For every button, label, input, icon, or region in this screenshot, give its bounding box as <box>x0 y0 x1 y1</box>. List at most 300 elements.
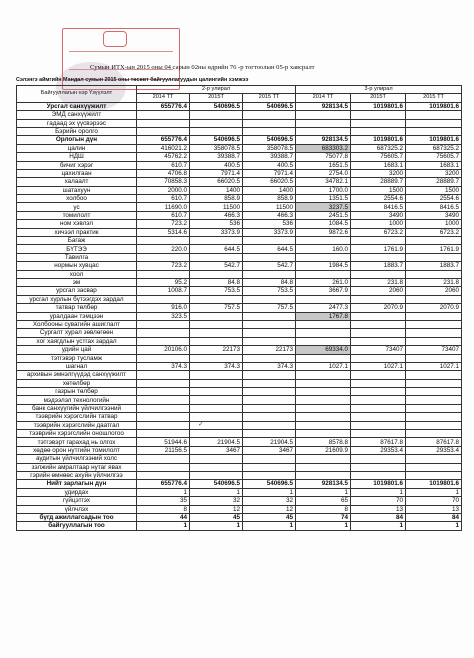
table-cell: 28889.7 <box>351 178 406 186</box>
table-cell <box>243 404 296 412</box>
document-heading: Сумын ИТХ-ын 2015 оны 04 сарын 02ны өдрийн 76 -р тогтоолын 05-р хавсралт <box>90 64 315 71</box>
table-row <box>17 304 462 312</box>
row-label: цалин <box>17 144 137 152</box>
table-cell: 3490 <box>406 211 462 219</box>
table-cell: 28889.7 <box>406 178 462 186</box>
table-cell <box>351 371 406 379</box>
table-cell <box>406 127 462 135</box>
table-cell: 66020.5 <box>243 178 296 186</box>
table-row <box>17 446 462 454</box>
table-cell <box>243 371 296 379</box>
table-cell: 1400 <box>243 186 296 194</box>
table-cell: 2554.6 <box>406 195 462 203</box>
table-row <box>17 505 462 513</box>
table-cell <box>351 312 406 320</box>
table-cell <box>137 404 190 412</box>
table-cell: 7971.4 <box>190 169 243 177</box>
table-cell <box>296 396 351 404</box>
row-label: бүгд ажиллагсадын тоо <box>17 513 137 521</box>
table-cell <box>243 312 296 320</box>
table-cell <box>296 404 351 412</box>
table-cell: 374.3 <box>243 362 296 370</box>
table-cell <box>243 320 296 328</box>
table-cell <box>406 270 462 278</box>
table-cell: 1027.1 <box>296 362 351 370</box>
table-cell: 3467 <box>190 446 243 454</box>
table-cell <box>296 455 351 463</box>
table-cell <box>296 127 351 135</box>
table-cell <box>406 421 462 429</box>
table-row <box>17 262 462 270</box>
table-cell: 73407 <box>406 346 462 354</box>
table-row <box>17 497 462 505</box>
table-cell <box>243 295 296 303</box>
row-label: томилолт <box>17 211 137 219</box>
table-cell: 1 <box>296 488 351 496</box>
table-cell <box>406 413 462 421</box>
table-cell <box>296 329 351 337</box>
row-label: халаалт <box>17 178 137 186</box>
table-cell <box>190 371 243 379</box>
table-cell: 540696.5 <box>190 480 243 488</box>
table-cell <box>351 421 406 429</box>
table-cell: 1883.7 <box>351 262 406 270</box>
table-cell <box>190 295 243 303</box>
row-label: эм <box>17 278 137 286</box>
row-label: архивын эмнэлгүүдэд санхүүжилт <box>17 371 137 379</box>
table-cell: 540696.5 <box>243 480 296 488</box>
table-row <box>17 354 462 362</box>
table-cell: 536 <box>243 220 296 228</box>
row-label: гэрийн өмнөөс ахуйн үйлчилгээ <box>17 471 137 479</box>
table-cell <box>406 371 462 379</box>
table-row <box>17 295 462 303</box>
table-cell: 916.0 <box>137 304 190 312</box>
table-cell <box>190 270 243 278</box>
table-cell <box>406 295 462 303</box>
row-label: Сургалт хурал зөвлөгөөн <box>17 329 137 337</box>
row-label: тэтгэвэр тусламж <box>17 354 137 362</box>
table-cell: 84 <box>406 513 462 521</box>
row-label: татвар төлбөр <box>17 304 137 312</box>
table-cell <box>351 295 406 303</box>
table-row <box>17 178 462 186</box>
table-cell <box>137 295 190 303</box>
table-cell <box>351 354 406 362</box>
table-cell <box>406 430 462 438</box>
table-cell: 753.5 <box>243 287 296 295</box>
table-row <box>17 430 462 438</box>
table-row <box>17 312 462 320</box>
table-cell <box>243 119 296 127</box>
table-cell: 70 <box>406 497 462 505</box>
table-cell: 6723.2 <box>351 228 406 236</box>
table-cell <box>243 253 296 261</box>
table-cell <box>351 396 406 404</box>
table-cell: 1 <box>190 488 243 496</box>
table-cell: 22173 <box>190 346 243 354</box>
table-cell: 1000 <box>351 220 406 228</box>
table-cell <box>351 463 406 471</box>
table-row <box>17 480 462 488</box>
table-cell: 12 <box>243 505 296 513</box>
table-cell <box>137 329 190 337</box>
table-cell: 374.3 <box>190 362 243 370</box>
table-cell: 610.7 <box>137 161 190 169</box>
table-cell: 160.0 <box>296 245 351 253</box>
row-label: үйлчлэх <box>17 505 137 513</box>
table-cell: 687325.2 <box>406 144 462 152</box>
table-cell <box>351 253 406 261</box>
table-row <box>17 153 462 161</box>
table-cell: 542.7 <box>243 262 296 270</box>
table-row <box>17 371 462 379</box>
table-cell <box>406 354 462 362</box>
table-cell <box>190 455 243 463</box>
table-cell <box>137 471 190 479</box>
table-cell: 3667.9 <box>296 287 351 295</box>
table-cell: 400.5 <box>243 161 296 169</box>
row-label: гүйцэтгэх <box>17 497 137 505</box>
row-label: ном хэвлэл <box>17 220 137 228</box>
table-cell <box>351 111 406 119</box>
stamp-line <box>69 51 173 52</box>
table-row <box>17 186 462 194</box>
row-label: хөтөлбөр <box>17 379 137 387</box>
table-cell: 1019801.6 <box>406 136 462 144</box>
table-row <box>17 463 462 471</box>
table-cell: 35 <box>137 497 190 505</box>
table-cell: 610.7 <box>137 211 190 219</box>
table-cell: 11690.0 <box>137 203 190 211</box>
table-cell <box>351 471 406 479</box>
table-cell: 644.5 <box>243 245 296 253</box>
table-cell: 323.5 <box>137 312 190 320</box>
table-cell: 220.0 <box>137 245 190 253</box>
table-cell: 655776.4 <box>137 102 190 110</box>
row-label: тээврийн хэрэгслийн оношлогоо <box>17 430 137 438</box>
table-cell <box>190 471 243 479</box>
table-cell: 29353.4 <box>406 446 462 454</box>
table-cell <box>243 329 296 337</box>
table-cell <box>137 337 190 345</box>
table-cell: 22173 <box>243 346 296 354</box>
table-cell: 3237.5 <box>296 203 351 211</box>
table-cell: 29353.4 <box>351 446 406 454</box>
table-cell: 757.5 <box>190 304 243 312</box>
table-cell <box>190 320 243 328</box>
row-label: нормын хувцас <box>17 262 137 270</box>
table-cell: 540696.5 <box>243 136 296 144</box>
subcol-header: 2014 ТТ <box>137 94 190 102</box>
table-cell <box>190 337 243 345</box>
table-cell <box>406 396 462 404</box>
table-cell: 358078.5 <box>243 144 296 152</box>
row-label: Тавилга <box>17 253 137 261</box>
table-cell: 1883.7 <box>406 262 462 270</box>
table-cell: 1 <box>406 488 462 496</box>
table-cell <box>137 354 190 362</box>
table-cell <box>406 312 462 320</box>
table-row <box>17 346 462 354</box>
table-cell <box>190 111 243 119</box>
table-cell <box>351 430 406 438</box>
table-cell: 1084.5 <box>296 220 351 228</box>
table-cell: 8578.8 <box>296 438 351 446</box>
table-cell: 1019801.6 <box>406 480 462 488</box>
table-cell: 1500 <box>406 186 462 194</box>
table-cell: 644.5 <box>190 245 243 253</box>
table-cell: 1767.8 <box>296 312 351 320</box>
table-cell <box>137 430 190 438</box>
row-label: тээврийн хэрэгслийн даатгал <box>17 421 137 429</box>
table-cell <box>406 471 462 479</box>
table-cell <box>137 396 190 404</box>
table-cell <box>351 119 406 127</box>
row-label: тэтгэвэрт гарахад нь олгох <box>17 438 137 446</box>
table-cell <box>351 404 406 412</box>
budget-table <box>16 85 462 531</box>
table-cell <box>243 354 296 362</box>
table-row <box>17 421 462 429</box>
table-cell: 1 <box>243 522 296 530</box>
table-cell <box>190 237 243 245</box>
table-cell <box>190 119 243 127</box>
table-cell: 723.2 <box>137 262 190 270</box>
table-cell: 21904.5 <box>190 438 243 446</box>
table-cell <box>243 379 296 387</box>
table-cell <box>137 413 190 421</box>
table-row <box>17 228 462 236</box>
table-cell: 45 <box>243 513 296 521</box>
row-label: ЭМД санхүүжилт <box>17 111 137 119</box>
row-label: уралдаан тэмцээн <box>17 312 137 320</box>
table-cell: 39388.7 <box>190 153 243 161</box>
table-cell <box>296 354 351 362</box>
table-cell <box>243 471 296 479</box>
table-cell <box>296 421 351 429</box>
table-row <box>17 396 462 404</box>
table-cell: 65 <box>296 497 351 505</box>
table-cell: 87617.8 <box>351 438 406 446</box>
table-cell: 6723.2 <box>406 228 462 236</box>
table-cell: 416021.2 <box>137 144 190 152</box>
table-cell <box>296 270 351 278</box>
table-cell <box>351 337 406 345</box>
table-cell <box>137 111 190 119</box>
table-cell: 8416.5 <box>351 203 406 211</box>
table-row <box>17 455 462 463</box>
table-cell: 687325.2 <box>351 144 406 152</box>
table-cell: 2554.6 <box>351 195 406 203</box>
table-cell <box>137 463 190 471</box>
table-cell: 231.8 <box>351 278 406 286</box>
table-cell <box>190 312 243 320</box>
table-cell <box>296 295 351 303</box>
table-cell: 45 <box>190 513 243 521</box>
table-cell <box>406 119 462 127</box>
table-cell: 21904.5 <box>243 438 296 446</box>
table-row <box>17 388 462 396</box>
table-cell: 1019801.6 <box>351 480 406 488</box>
table-cell: 1019801.6 <box>406 102 462 110</box>
table-cell: 2754.0 <box>296 169 351 177</box>
table-cell: 3467 <box>243 446 296 454</box>
table-cell <box>190 253 243 261</box>
table-cell: 400.5 <box>190 161 243 169</box>
table-cell: 8 <box>137 505 190 513</box>
table-cell: 34782.1 <box>296 178 351 186</box>
table-cell: 3490 <box>351 211 406 219</box>
row-label: газрын төлбөр <box>17 388 137 396</box>
table-cell: 8416.5 <box>406 203 462 211</box>
table-row <box>17 136 462 144</box>
document-subheading: Сэлэнгэ аймгийн Мандал сумын 2015 оны төсөвт байгууллагуудын цалингийн хэмжээ <box>16 77 249 83</box>
table-cell: 753.5 <box>190 287 243 295</box>
row-label: Холбооны сувагийн ашиглалт <box>17 320 137 328</box>
table-cell: 1019801.6 <box>351 102 406 110</box>
table-cell: 1000 <box>406 220 462 228</box>
row-label: удирдах <box>17 488 137 496</box>
table-cell <box>296 237 351 245</box>
table-cell: 74 <box>296 513 351 521</box>
table-cell <box>406 320 462 328</box>
row-label: Орлогын дүн <box>17 136 137 144</box>
table-cell: 13 <box>406 505 462 513</box>
table-cell: 1683.1 <box>406 161 462 169</box>
table-cell <box>243 388 296 396</box>
table-cell: 466.3 <box>243 211 296 219</box>
table-cell: 1 <box>137 522 190 530</box>
table-cell: 1027.1 <box>406 362 462 370</box>
table-cell: 2060 <box>351 287 406 295</box>
table-cell: 84.8 <box>190 278 243 286</box>
table-cell: 51944.6 <box>137 438 190 446</box>
table-cell: 610.7 <box>137 195 190 203</box>
table-cell: 1500 <box>351 186 406 194</box>
table-cell <box>351 455 406 463</box>
row-label: удийн цай <box>17 346 137 354</box>
table-cell: 723.2 <box>137 220 190 228</box>
table-cell <box>243 127 296 135</box>
table-cell <box>296 413 351 421</box>
table-cell: 5314.6 <box>137 228 190 236</box>
table-cell: 12 <box>190 505 243 513</box>
table-cell <box>190 329 243 337</box>
table-cell: 536 <box>190 220 243 228</box>
table-cell <box>243 337 296 345</box>
table-cell: 1 <box>296 522 351 530</box>
table-cell: 70858.3 <box>137 178 190 186</box>
table-cell: 858.9 <box>243 195 296 203</box>
table-cell: 1651.5 <box>296 161 351 169</box>
table-cell <box>296 119 351 127</box>
table-cell <box>296 379 351 387</box>
table-cell: 1027.1 <box>351 362 406 370</box>
table-cell: 39388.7 <box>243 153 296 161</box>
table-cell <box>351 127 406 135</box>
table-cell: 69334.0 <box>296 346 351 354</box>
table-cell: 1 <box>190 522 243 530</box>
signature-mark: ✓ <box>198 421 204 428</box>
table-cell <box>137 421 190 429</box>
table-row <box>17 362 462 370</box>
table-cell: 1 <box>406 522 462 530</box>
table-row <box>17 102 462 110</box>
table-cell <box>351 320 406 328</box>
row-label: мэдээлэл технологийн <box>17 396 137 404</box>
subcol-header: 2015 ТТ <box>243 94 296 102</box>
table-row <box>17 488 462 496</box>
stamp-emblem <box>103 31 127 47</box>
table-cell <box>406 337 462 345</box>
table-cell <box>296 111 351 119</box>
table-cell: 7971.4 <box>243 169 296 177</box>
table-cell <box>296 253 351 261</box>
table-cell: 84.8 <box>243 278 296 286</box>
table-cell: 2451.5 <box>296 211 351 219</box>
table-cell <box>296 463 351 471</box>
row-label: урсгал засвар <box>17 287 137 295</box>
table-cell <box>243 463 296 471</box>
table-row <box>17 220 462 228</box>
table-cell <box>351 388 406 396</box>
table-cell: 21609.9 <box>296 446 351 454</box>
table-cell <box>406 329 462 337</box>
table-row <box>17 379 462 387</box>
table-cell: 757.5 <box>243 304 296 312</box>
table-cell: 1761.9 <box>406 245 462 253</box>
table-cell <box>351 329 406 337</box>
table-cell: 70 <box>351 497 406 505</box>
table-cell: 11500 <box>243 203 296 211</box>
table-cell: 32 <box>190 497 243 505</box>
table-cell: 231.8 <box>406 278 462 286</box>
table-cell <box>190 396 243 404</box>
table-cell: 540696.5 <box>190 136 243 144</box>
group-header-q2: 2-р улирал <box>137 86 296 94</box>
table-cell: 1984.5 <box>296 262 351 270</box>
table-row <box>17 320 462 328</box>
table-cell <box>243 413 296 421</box>
row-label: байгууллагын тоо <box>17 522 137 530</box>
table-cell: 44 <box>137 513 190 521</box>
row-label: шагнал <box>17 362 137 370</box>
table-cell <box>406 253 462 261</box>
row-label: хоол <box>17 270 137 278</box>
table-row <box>17 144 462 152</box>
table-row <box>17 245 462 253</box>
table-cell: 928134.5 <box>296 136 351 144</box>
row-label: тээврийн хэрэгслийн татвар <box>17 413 137 421</box>
table-cell: 1351.5 <box>296 195 351 203</box>
group-header-q3: 3-р улирал <box>296 86 462 94</box>
table-cell <box>137 253 190 261</box>
table-cell: 358078.5 <box>190 144 243 152</box>
table-cell: 3200 <box>406 169 462 177</box>
row-label: Нийт зарлагын дүн <box>17 480 137 488</box>
table-cell <box>243 430 296 438</box>
table-cell: 655776.4 <box>137 480 190 488</box>
table-row <box>17 438 462 446</box>
table-row <box>17 337 462 345</box>
subcol-header: 2015Т <box>190 94 243 102</box>
table-cell <box>243 421 296 429</box>
table-row <box>17 161 462 169</box>
subcol-header: 2015 ТТ <box>406 94 462 102</box>
table-cell: 374.3 <box>137 362 190 370</box>
table-cell: 2060 <box>406 287 462 295</box>
